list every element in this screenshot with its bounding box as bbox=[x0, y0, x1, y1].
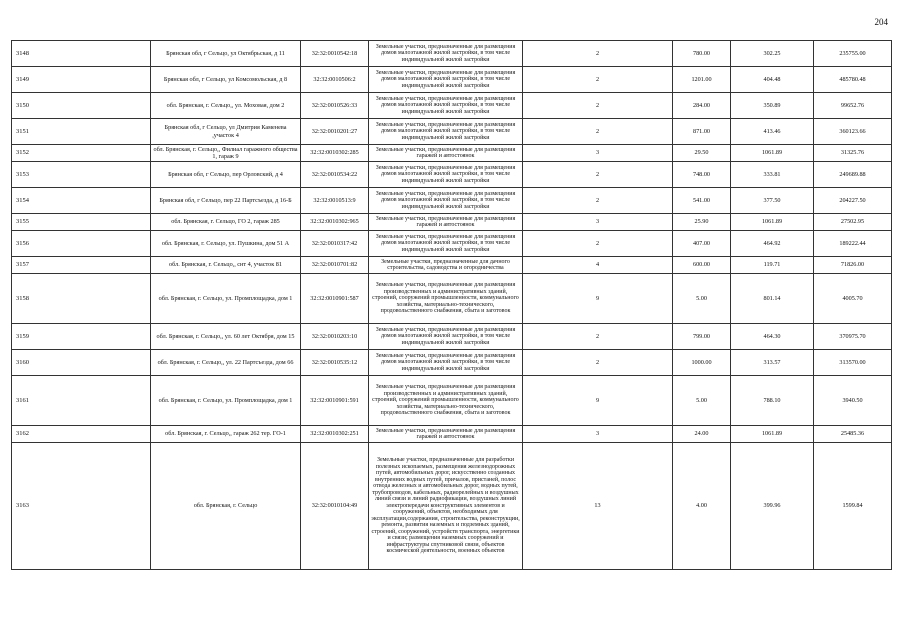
table-row bbox=[12, 145, 892, 162]
row-number-cell: 3149 bbox=[12, 67, 151, 93]
group-cell: 13 bbox=[523, 443, 673, 570]
land-use-cell: Земельные участки, предназначенные для размещения гаражей и автостоянок bbox=[369, 214, 523, 231]
row-number-cell: 3163 bbox=[12, 443, 151, 570]
cadastral-number-cell: 32:32:0010535:12 bbox=[301, 350, 369, 376]
address-cell: обл. Брянская, г. Сельцо,, ул. Моховая, дом 2 bbox=[151, 93, 301, 119]
cadastral-number-cell: 32:32:0010513:9 bbox=[301, 188, 369, 214]
group-cell: 3 bbox=[523, 145, 673, 162]
land-use-cell: Земельные участки, предназначенные для размещения домов малоэтажной жилой застройки, в том числе индивидуальной жилой застройки bbox=[369, 231, 523, 257]
area-cell: 5.00 bbox=[673, 274, 731, 324]
page-number: 204 bbox=[874, 17, 888, 27]
address-cell: обл. Брянская, г. Сельцо,, ул. 22 Партсъезда, дом 66 bbox=[151, 350, 301, 376]
address-cell: Брянская обл, г Сельцо, пер 22 Партсъезда, д 16-Б bbox=[151, 188, 301, 214]
cadastral-value-cell: 360123.66 bbox=[814, 119, 892, 145]
cadastral-number-cell: 32:32:0010203:10 bbox=[301, 324, 369, 350]
address-cell: обл. Брянская, г. Сельцо,, Филиал гаражного общества 1, гараж 9 bbox=[151, 145, 301, 162]
cadastral-number-cell: 32:32:0010317:42 bbox=[301, 231, 369, 257]
group-cell: 2 bbox=[523, 231, 673, 257]
address-cell: Брянская обл, г Сельцо, ул Дмитрия Каменева ,участок 4 bbox=[151, 119, 301, 145]
specific-value-cell: 1061.89 bbox=[731, 145, 814, 162]
row-number-cell: 3148 bbox=[12, 41, 151, 67]
group-cell: 3 bbox=[523, 214, 673, 231]
land-use-cell: Земельные участки, предназначенные для размещения домов малоэтажной жилой застройки, в том числе индивидуальной жилой застройки bbox=[369, 188, 523, 214]
cadastral-value-cell: 99652.76 bbox=[814, 93, 892, 119]
row-number-cell: 3157 bbox=[12, 257, 151, 274]
address-cell: обл. Брянская, г. Сельцо,, ул. 60 лет Октября, дом 15 bbox=[151, 324, 301, 350]
table-row bbox=[12, 324, 892, 350]
table-row bbox=[12, 67, 892, 93]
land-use-cell: Земельные участки, предназначенные для размещения домов малоэтажной жилой застройки, в том числе индивидуальной жилой застройки bbox=[369, 119, 523, 145]
address-cell: обл. Брянская, г. Сельцо, ул. Промплощадка, дом 1 bbox=[151, 376, 301, 426]
area-cell: 748.00 bbox=[673, 162, 731, 188]
specific-value-cell: 788.10 bbox=[731, 376, 814, 426]
specific-value-cell: 333.81 bbox=[731, 162, 814, 188]
specific-value-cell: 302.25 bbox=[731, 41, 814, 67]
row-number-cell: 3154 bbox=[12, 188, 151, 214]
address-cell: Брянская обл, г Сельцо, ул Комсомольская, д 8 bbox=[151, 67, 301, 93]
land-use-cell: Земельные участки, предназначенные для размещения производственных и административных зданий, строений, сооружений промышленности, коммунального хозяйства, материально-технического, продовольственного снабжения, сбыта и заготовок bbox=[369, 376, 523, 426]
cadastral-value-cell: 235755.00 bbox=[814, 41, 892, 67]
area-cell: 600.00 bbox=[673, 257, 731, 274]
group-cell: 2 bbox=[523, 350, 673, 376]
cadastral-number-cell: 32:32:0010104:49 bbox=[301, 443, 369, 570]
area-cell: 29.50 bbox=[673, 145, 731, 162]
address-cell: Брянская обл, г Сельцо, ул Октябрьская, д 11 bbox=[151, 41, 301, 67]
specific-value-cell: 464.30 bbox=[731, 324, 814, 350]
address-cell: обл. Брянская, г. Сельцо,, снт 4, участок 81 bbox=[151, 257, 301, 274]
specific-value-cell: 1061.89 bbox=[731, 426, 814, 443]
specific-value-cell: 413.46 bbox=[731, 119, 814, 145]
group-cell: 2 bbox=[523, 67, 673, 93]
group-cell: 2 bbox=[523, 93, 673, 119]
land-use-cell: Земельные участки, предназначенные для размещения домов малоэтажной жилой застройки, в том числе индивидуальной жилой застройки bbox=[369, 41, 523, 67]
area-cell: 5.00 bbox=[673, 376, 731, 426]
specific-value-cell: 464.92 bbox=[731, 231, 814, 257]
area-cell: 284.00 bbox=[673, 93, 731, 119]
group-cell: 2 bbox=[523, 41, 673, 67]
specific-value-cell: 377.50 bbox=[731, 188, 814, 214]
address-cell: обл. Брянская, г. Сельцо bbox=[151, 443, 301, 570]
cadastral-number-cell: 32:32:0010302:251 bbox=[301, 426, 369, 443]
table-row bbox=[12, 214, 892, 231]
row-number-cell: 3156 bbox=[12, 231, 151, 257]
cadastral-value-cell: 27502.95 bbox=[814, 214, 892, 231]
area-cell: 24.00 bbox=[673, 426, 731, 443]
cadastral-number-cell: 32:32:0010542:18 bbox=[301, 41, 369, 67]
cadastral-value-cell: 485780.48 bbox=[814, 67, 892, 93]
land-use-cell: Земельные участки, предназначенные для размещения домов малоэтажной жилой застройки, в том числе индивидуальной жилой застройки bbox=[369, 93, 523, 119]
land-use-cell: Земельные участки, предназначенные для размещения домов малоэтажной жилой застройки, в том числе индивидуальной жилой застройки bbox=[369, 67, 523, 93]
row-number-cell: 3153 bbox=[12, 162, 151, 188]
area-cell: 25.90 bbox=[673, 214, 731, 231]
land-use-cell: Земельные участки, предназначенные для размещения производственных и административных зданий, строений, сооружений промышленности, коммунального хозяйства, материально-технического, продовольственного снабжения, сбыта и заготовок bbox=[369, 274, 523, 324]
land-use-cell: Земельные участки, предназначенные для размещения домов малоэтажной жилой застройки, в том числе индивидуальной жилой застройки bbox=[369, 350, 523, 376]
cadastral-value-cell: 204227.50 bbox=[814, 188, 892, 214]
area-cell: 407.00 bbox=[673, 231, 731, 257]
area-cell: 780.00 bbox=[673, 41, 731, 67]
table-row bbox=[12, 426, 892, 443]
group-cell: 2 bbox=[523, 324, 673, 350]
specific-value-cell: 313.57 bbox=[731, 350, 814, 376]
table-row bbox=[12, 231, 892, 257]
cadastral-value-cell: 3940.50 bbox=[814, 376, 892, 426]
specific-value-cell: 399.96 bbox=[731, 443, 814, 570]
cadastral-value-cell: 4005.70 bbox=[814, 274, 892, 324]
specific-value-cell: 350.89 bbox=[731, 93, 814, 119]
area-cell: 1000.00 bbox=[673, 350, 731, 376]
group-cell: 4 bbox=[523, 257, 673, 274]
cadastral-value-cell: 1599.84 bbox=[814, 443, 892, 570]
row-number-cell: 3150 bbox=[12, 93, 151, 119]
group-cell: 2 bbox=[523, 188, 673, 214]
table-row bbox=[12, 376, 892, 426]
cadastral-number-cell: 32:32:0010526:33 bbox=[301, 93, 369, 119]
group-cell: 3 bbox=[523, 426, 673, 443]
specific-value-cell: 1061.89 bbox=[731, 214, 814, 231]
group-cell: 2 bbox=[523, 119, 673, 145]
land-use-cell: Земельные участки, предназначенные для размещения гаражей и автостоянок bbox=[369, 145, 523, 162]
address-cell: обл. Брянская, г. Сельцо, ул. Пушкина, дом 51 А bbox=[151, 231, 301, 257]
specific-value-cell: 801.14 bbox=[731, 274, 814, 324]
cadastral-number-cell: 32:32:0010534:22 bbox=[301, 162, 369, 188]
land-use-cell: Земельные участки, предназначенные для дачного строительства, садоводства и огородничества bbox=[369, 257, 523, 274]
land-use-cell: Земельные участки, предназначенные для разработки полезных ископаемых, размещения железнодорожных путей, автомобильных дорог, искусственно созданных внутренних водных путей, причалов, пристаней, полос отвода железных и автомобильных дорог, водных путей, трубопроводов, кабельных, радиорелейных и воздушных линий связи и линий радиофикации, воздушных линий электропередачи конструктивных элементов и сооружений, объектов, необходимых для эксплуатации,содержания, строительства, реконструкции, ремонта, развития наземных и подземных зданий, строений, сооружений, устройств транспорта, энергетики и связи; размещения наземных сооружений и инфраструктуры спутниковой связи, объектов космической деятельности, военных объектов bbox=[369, 443, 523, 570]
table-row bbox=[12, 257, 892, 274]
cadastral-number-cell: 32:32:0010901:591 bbox=[301, 376, 369, 426]
group-cell: 9 bbox=[523, 274, 673, 324]
row-number-cell: 3158 bbox=[12, 274, 151, 324]
land-use-cell: Земельные участки, предназначенные для размещения домов малоэтажной жилой застройки, в том числе индивидуальной жилой застройки bbox=[369, 324, 523, 350]
row-number-cell: 3151 bbox=[12, 119, 151, 145]
table-body bbox=[12, 41, 892, 570]
table-row bbox=[12, 41, 892, 67]
cadastral-value-cell: 71826.00 bbox=[814, 257, 892, 274]
group-cell: 2 bbox=[523, 162, 673, 188]
table-row bbox=[12, 119, 892, 145]
address-cell: обл. Брянская, г. Сельцо, ГО 2, гараж 285 bbox=[151, 214, 301, 231]
area-cell: 1201.00 bbox=[673, 67, 731, 93]
area-cell: 4.00 bbox=[673, 443, 731, 570]
cadastral-number-cell: 32:32:0010506:2 bbox=[301, 67, 369, 93]
row-number-cell: 3160 bbox=[12, 350, 151, 376]
cadastral-value-cell: 31325.76 bbox=[814, 145, 892, 162]
group-cell: 9 bbox=[523, 376, 673, 426]
table-row bbox=[12, 274, 892, 324]
table-row bbox=[12, 188, 892, 214]
row-number-cell: 3161 bbox=[12, 376, 151, 426]
area-cell: 541.00 bbox=[673, 188, 731, 214]
specific-value-cell: 404.48 bbox=[731, 67, 814, 93]
address-cell: обл. Брянская, г. Сельцо,, гараж 262 тер. ГО-1 bbox=[151, 426, 301, 443]
row-number-cell: 3162 bbox=[12, 426, 151, 443]
cadastral-value-cell: 249689.88 bbox=[814, 162, 892, 188]
table-row bbox=[12, 443, 892, 570]
address-cell: обл. Брянская, г. Сельцо, ул. Промплощадка, дом 1 bbox=[151, 274, 301, 324]
address-cell: Брянская обл, г Сельцо, пер Орловский, д 4 bbox=[151, 162, 301, 188]
cadastral-value-table bbox=[11, 40, 892, 570]
cadastral-number-cell: 32:32:0010901:587 bbox=[301, 274, 369, 324]
row-number-cell: 3152 bbox=[12, 145, 151, 162]
row-number-cell: 3155 bbox=[12, 214, 151, 231]
land-use-cell: Земельные участки, предназначенные для размещения домов малоэтажной жилой застройки, в том числе индивидуальной жилой застройки bbox=[369, 162, 523, 188]
cadastral-number-cell: 32:32:0010302:285 bbox=[301, 145, 369, 162]
table-row bbox=[12, 93, 892, 119]
cadastral-number-cell: 32:32:0010201:27 bbox=[301, 119, 369, 145]
cadastral-value-cell: 189222.44 bbox=[814, 231, 892, 257]
land-use-cell: Земельные участки, предназначенные для размещения гаражей и автостоянок bbox=[369, 426, 523, 443]
cadastral-number-cell: 32:32:0010302:965 bbox=[301, 214, 369, 231]
cadastral-value-cell: 370975.70 bbox=[814, 324, 892, 350]
area-cell: 871.00 bbox=[673, 119, 731, 145]
cadastral-value-cell: 313570.00 bbox=[814, 350, 892, 376]
area-cell: 799.00 bbox=[673, 324, 731, 350]
table-row bbox=[12, 350, 892, 376]
row-number-cell: 3159 bbox=[12, 324, 151, 350]
cadastral-value-cell: 25485.36 bbox=[814, 426, 892, 443]
cadastral-number-cell: 32:32:0010701:82 bbox=[301, 257, 369, 274]
table-row bbox=[12, 162, 892, 188]
specific-value-cell: 119.71 bbox=[731, 257, 814, 274]
